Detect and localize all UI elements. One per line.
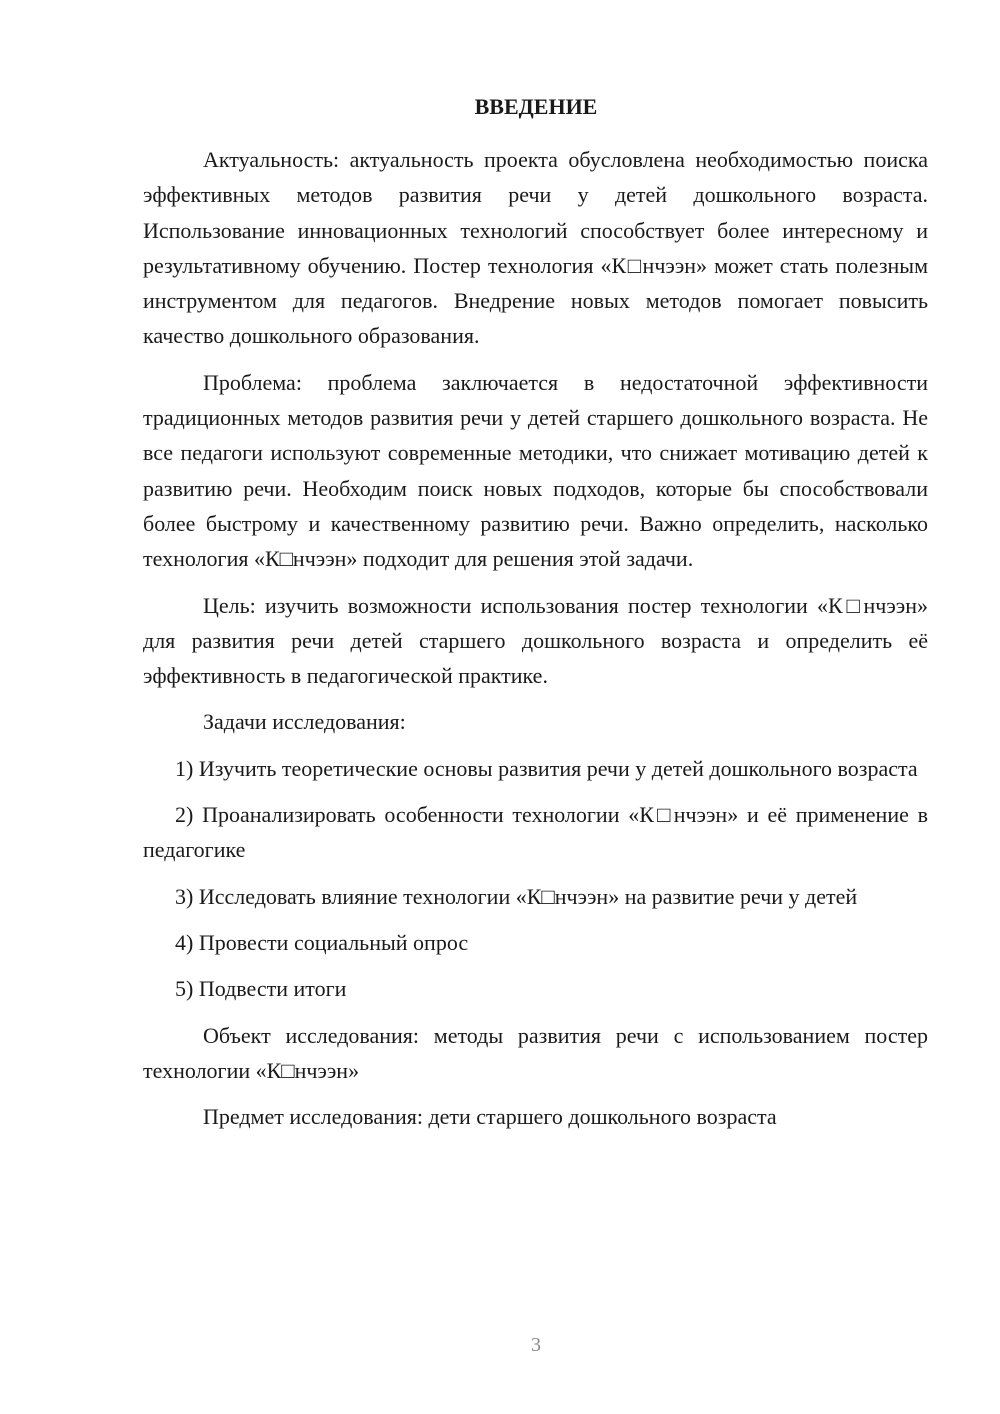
paragraph-problem: Проблема: проблема заключается в недостаточной эффективности традиционных методов развития речи у детей старшего дошкольного возраста. Не все педагоги используют современные методики, что снижает мотивацию детей к развитию речи. Необходим поиск новых подходов, которые бы способствовали более быстрому и качественному развитию речи. Важно определить, насколько технология «К□нчээн» подходит для решения этой задачи. bbox=[143, 369, 928, 572]
paragraph-object: Объект исследования: методы развития речи с использованием постер технологии «К□нчээн» bbox=[143, 1022, 928, 1083]
list-item: 5) Подвести итоги bbox=[175, 976, 347, 1002]
paragraph-goal: Цель: изучить возможности использования постер технологии «К□нчээн» для развития речи детей старшего дошкольного возраста и определить её эффективность в педагогической практике. bbox=[143, 592, 928, 689]
page-number: 3 bbox=[531, 1334, 541, 1356]
page-title: ВВЕДЕНИЕ bbox=[474, 94, 598, 119]
list-item: 1) Изучить теоретические основы развития речи у детей дошкольного возраста bbox=[175, 755, 918, 781]
list-item: 2) Проанализировать особенности технологии «К□нчээн» и её применение в педагогике bbox=[143, 802, 928, 863]
paragraph-subject: Предмет исследования: дети старшего дошкольного возраста bbox=[203, 1104, 777, 1130]
document-body bbox=[143, 142, 928, 1145]
paragraph-tasks-intro: Задачи исследования: bbox=[203, 709, 406, 735]
paragraph-relevance: Актуальность: актуальность проекта обусловлена необходимостью поиска эффективных методов развития речи у детей дошкольного возраста. Использование инновационных технологий способствует более интересному и результативному обучению. Постер технология «К□нчээн» может стать полезным инструментом для педагогов. Внедрение новых методов помогает повысить качество дошкольного образования. bbox=[143, 147, 928, 349]
list-item: 4) Провести социальный опрос bbox=[175, 929, 469, 955]
list-item: 3) Исследовать влияние технологии «К□нчээн» на развитие речи у детей bbox=[175, 883, 858, 909]
